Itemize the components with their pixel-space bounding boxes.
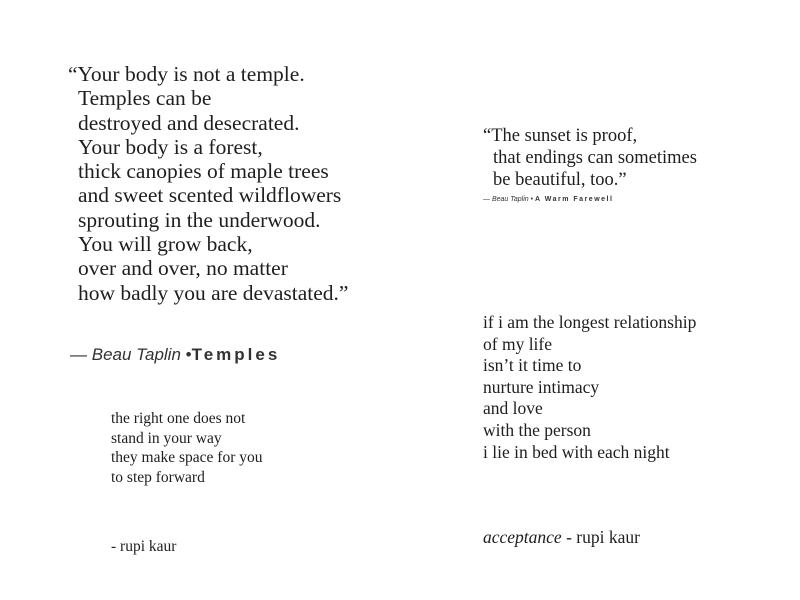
quote-line: thick canopies of maple trees	[78, 159, 329, 184]
sunset-quote	[483, 125, 697, 191]
quote-line: “Your body is not a temple.	[68, 62, 305, 86]
attribution-work: A Warm Farewell	[535, 196, 614, 203]
quote-line: that endings can sometimes	[493, 148, 697, 168]
poem-line: to step forward	[111, 468, 205, 486]
poem-line: if i am the longest relationship	[483, 312, 697, 332]
temples-quote	[68, 62, 348, 305]
quote-line: how badly you are devastated.”	[78, 280, 349, 305]
quote-line: Your body is a forest,	[78, 134, 263, 159]
attribution-author: Beau Taplin	[491, 196, 529, 203]
quote-line: sprouting in the underwood.	[78, 207, 321, 232]
poem-line: and love	[483, 398, 543, 419]
poem-line: with the person	[483, 419, 591, 440]
acceptance-attribution	[483, 527, 640, 548]
attribution-work: acceptance	[483, 527, 562, 547]
poem-line: i lie in bed with each night	[483, 441, 670, 462]
right-one-attribution: - rupi kaur	[111, 538, 177, 555]
attribution-separator: •	[530, 196, 534, 203]
temples-attribution	[70, 345, 280, 365]
attribution-author: Beau Taplin	[91, 345, 181, 364]
attribution-author: - rupi kaur	[566, 527, 640, 547]
poem-line: the right one does not	[111, 410, 246, 427]
quote-line: over and over, no matter	[78, 256, 288, 281]
quote-line: Temples can be	[78, 86, 212, 111]
poem-line: nurture intimacy	[483, 376, 600, 397]
acceptance-poem	[483, 312, 696, 463]
poem-line: isn’t it time to	[483, 355, 582, 376]
sunset-attribution	[483, 196, 613, 203]
attribution-dash: —	[483, 196, 490, 203]
quote-line: and sweet scented wildflowers	[78, 183, 342, 208]
quote-line: be beautiful, too.”	[493, 170, 627, 190]
quote-line: destroyed and desecrated.	[78, 110, 300, 135]
poem-line: of my life	[483, 333, 553, 354]
quote-line: You will grow back,	[78, 232, 253, 257]
right-one-poem	[111, 409, 263, 487]
attribution-dash: —	[70, 345, 87, 364]
quote-line: “The sunset is proof,	[483, 126, 638, 146]
attribution-separator: •	[185, 345, 192, 364]
poem-line: they make space for you	[111, 449, 263, 466]
attribution-work: Temples	[191, 345, 281, 364]
poem-line: stand in your way	[111, 429, 222, 447]
